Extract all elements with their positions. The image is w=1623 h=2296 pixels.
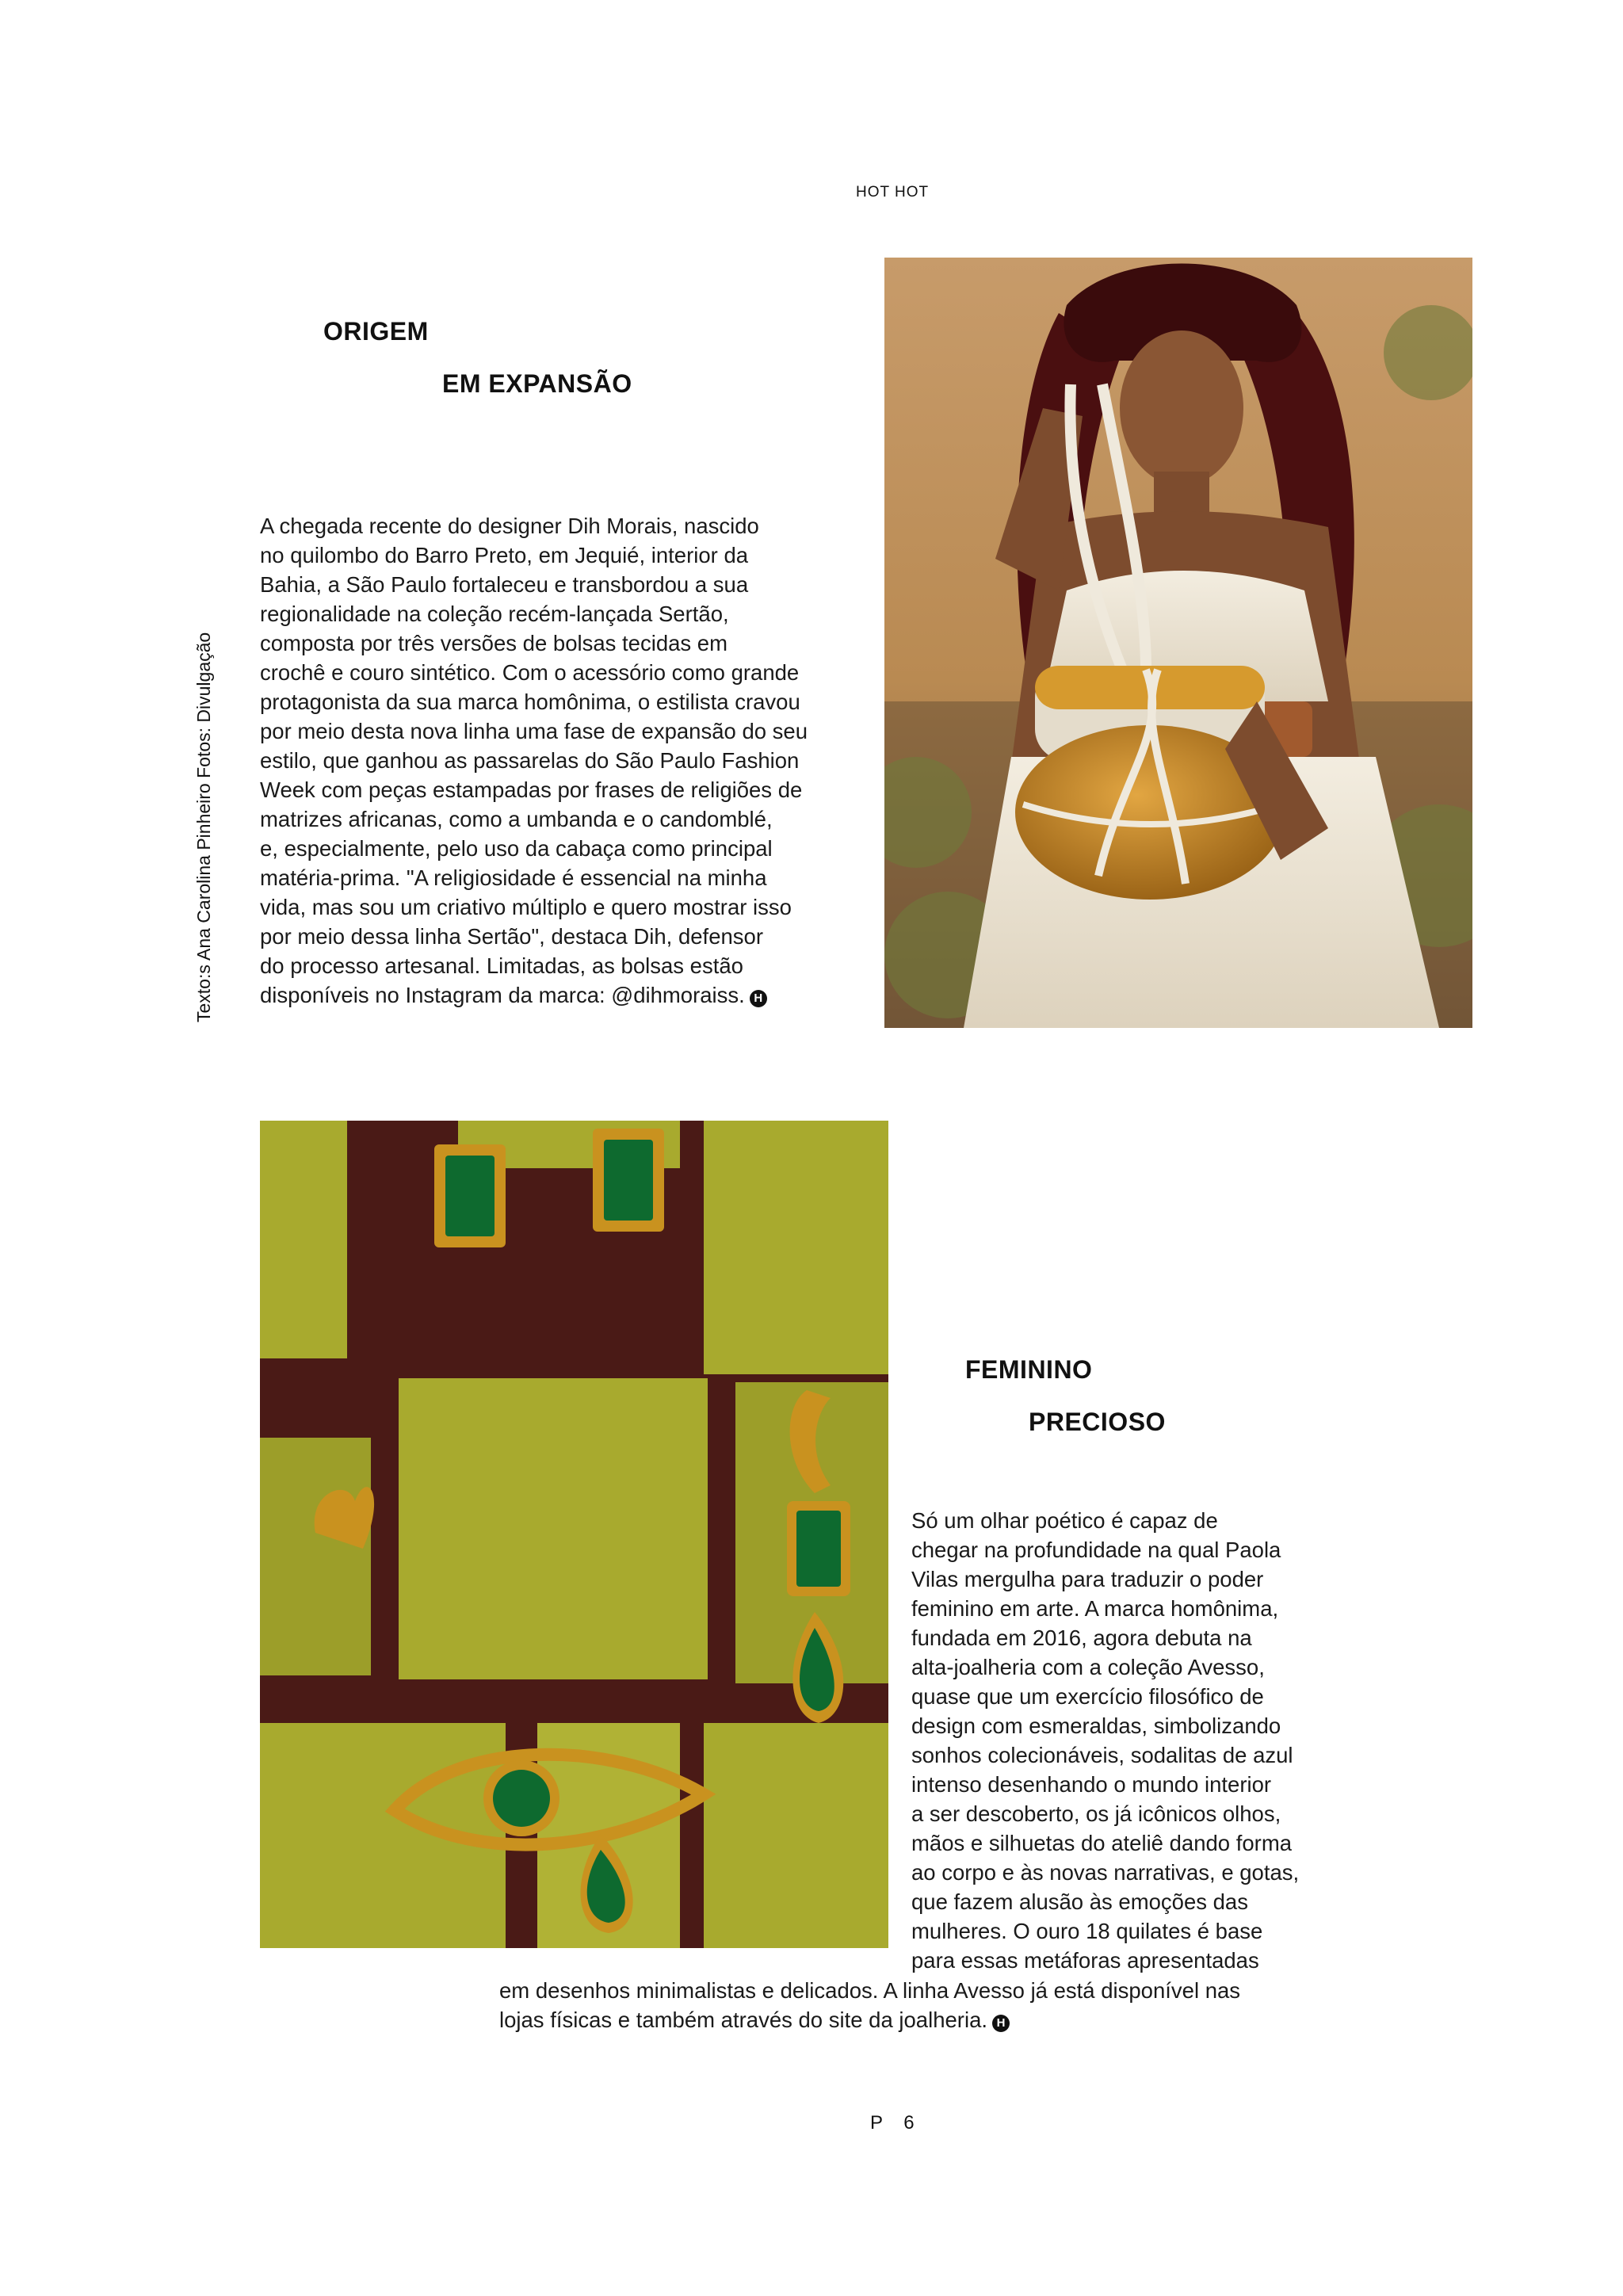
body-line: design com esmeraldas, simbolizando <box>911 1713 1281 1738</box>
body-line: por meio desta nova linha uma fase de expansão do seu <box>260 719 808 743</box>
folio-letter: P <box>870 2112 883 2134</box>
body-line: feminino em arte. A marca homônima, <box>911 1596 1279 1621</box>
photo-model-with-gourd-bag <box>884 258 1472 1028</box>
body-line: mulheres. O ouro 18 quilates é base <box>911 1919 1263 1943</box>
body-line: Só um olhar poético é capaz de <box>911 1508 1218 1533</box>
article2-title-line2: PRECIOSO <box>1029 1408 1166 1436</box>
body-line: regionalidade na coleção recém-lançada Sertão, <box>260 602 729 626</box>
body-line: matrizes africanas, como a umbanda e o candomblé, <box>260 807 773 831</box>
body-line: em desenhos minimalistas e delicados. A linha Avesso já está disponível nas <box>499 1978 1241 2003</box>
body-line: Week com peças estampadas por frases de religiões de <box>260 777 803 802</box>
section-label: HOT HOT <box>856 184 930 201</box>
body-line: para essas metáforas apresentadas <box>911 1948 1259 1973</box>
body-line: disponíveis no Instagram da marca: @dihmoraiss. H <box>260 980 815 1010</box>
body-line: sonhos colecionáveis, sodalitas de azul <box>911 1743 1293 1767</box>
body-line: por meio dessa linha Sertão", destaca Dih, defensor <box>260 924 763 949</box>
photo-credit: Texto:s Ana Carolina Pinheiro Fotos: Divulgação <box>193 632 214 1022</box>
body-line: crochê e couro sintético. Com o acessório como grande <box>260 660 800 685</box>
article2-body-column <box>911 1506 1355 1975</box>
body-line: mãos e silhuetas do ateliê dando forma <box>911 1831 1293 1855</box>
article2-body-wide <box>499 1976 1292 2034</box>
body-line: intenso desenhando o mundo interior <box>911 1772 1272 1797</box>
photo-jewelry-illustration <box>260 1121 888 1948</box>
body-line: composta por três versões de bolsas tecidas em <box>260 631 728 655</box>
body-line: quase que um exercício filosófico de <box>911 1684 1264 1709</box>
article1-title-line1: ORIGEM <box>323 317 429 346</box>
end-mark-icon: H <box>750 990 767 1007</box>
body-line: Bahia, a São Paulo fortaleceu e transbordou a sua <box>260 572 749 597</box>
body-line: fundada em 2016, agora debuta na <box>911 1626 1252 1650</box>
body-line: matéria-prima. "A religiosidade é essencial na minha <box>260 865 767 890</box>
photo-model-illustration <box>884 258 1472 1028</box>
page-folio <box>870 2112 915 2134</box>
body-line: protagonista da sua marca homônima, o estilista cravou <box>260 690 800 714</box>
page-number: 6 <box>903 2112 915 2134</box>
article1-body <box>260 511 815 1010</box>
body-line: estilo, que ganhou as passarelas do São Paulo Fashion <box>260 748 800 773</box>
body-line: Vilas mergulha para traduzir o poder <box>911 1567 1264 1591</box>
body-line: A chegada recente do designer Dih Morais, nascido <box>260 514 759 538</box>
body-line: e, especialmente, pelo uso da cabaça como principal <box>260 836 773 861</box>
body-line: alta-joalheria com a coleção Avesso, <box>911 1655 1265 1679</box>
photo-emerald-jewelry <box>260 1121 888 1948</box>
article2-title-line1: FEMININO <box>965 1355 1093 1384</box>
body-line: chegar na profundidade na qual Paola <box>911 1538 1281 1562</box>
article1-title-line2: EM EXPANSÃO <box>442 369 632 398</box>
body-line: vida, mas sou um criativo múltiplo e quero mostrar isso <box>260 895 792 919</box>
body-line: no quilombo do Barro Preto, em Jequié, interior da <box>260 543 749 567</box>
body-line: do processo artesanal. Limitadas, as bolsas estão <box>260 953 743 978</box>
body-line: que fazem alusão às emoções das <box>911 1889 1248 1914</box>
body-line: ao corpo e às novas narrativas, e gotas, <box>911 1860 1300 1885</box>
body-line: lojas físicas e também através do site da joalheria. H <box>499 2005 1292 2034</box>
body-line: a ser descoberto, os já icônicos olhos, <box>911 1801 1281 1826</box>
end-mark-icon: H <box>992 2015 1010 2032</box>
